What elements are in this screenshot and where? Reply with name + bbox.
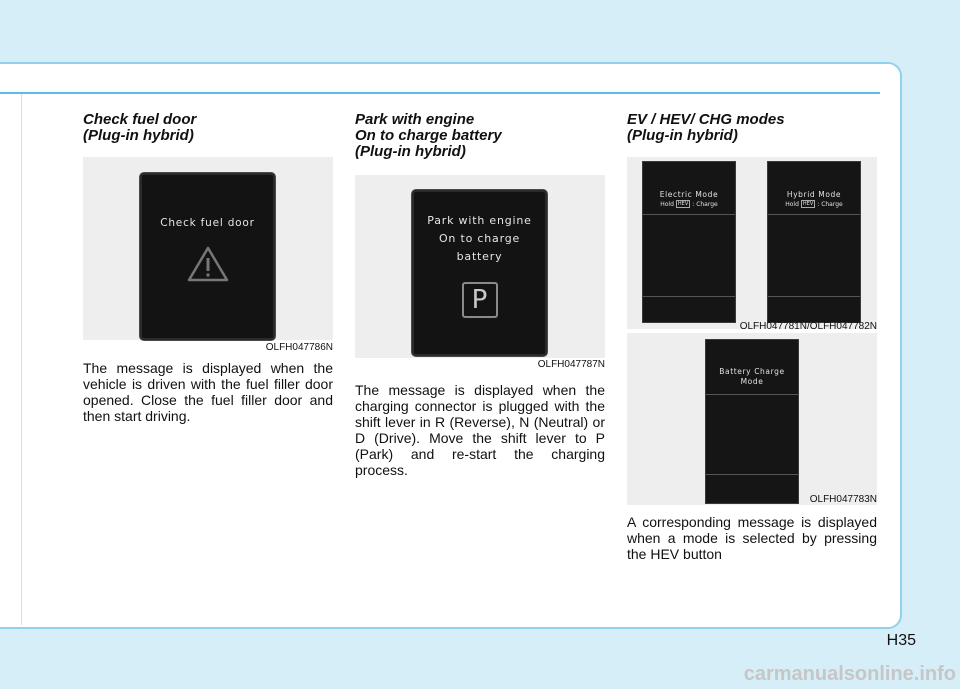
body-text-park-with-engine: The message is displayed when the charging connector is plugged with the shift lever in R (Reverse), N (Neutral) or D (Drive). Move the shift lever to P (Park) and re-start the charging process. bbox=[355, 382, 605, 478]
body-text-ev-hev-chg-modes: A corresponding message is displayed when a mode is selected by pressing the HEV button bbox=[627, 514, 877, 562]
figure-code: OLFH047786N bbox=[265, 342, 333, 353]
park-p-icon: P bbox=[462, 282, 498, 318]
hybrid-mode-screen bbox=[767, 161, 861, 323]
figure-code: OLFH047787N bbox=[537, 359, 605, 370]
figure-code: OLFH047781N/OLFH047782N bbox=[739, 321, 877, 332]
screen-line-1: Park with engine bbox=[427, 214, 532, 227]
figure-battery-charge-mode bbox=[627, 333, 877, 505]
watermark: carmanualsonline.info bbox=[743, 663, 956, 685]
figure-park-with-engine bbox=[355, 175, 605, 358]
figure-code: OLFH047783N bbox=[809, 494, 877, 505]
divider-line bbox=[643, 296, 735, 297]
divider-line bbox=[706, 474, 798, 475]
hev-tag: HEV bbox=[802, 201, 814, 207]
page-number: H35 bbox=[886, 632, 916, 649]
screen-message: Check fuel door bbox=[160, 217, 255, 229]
hev-tag: HEV bbox=[677, 201, 689, 207]
cluster-screen bbox=[139, 172, 276, 341]
mode-subtitle: Hold HEV : Charge bbox=[660, 200, 718, 208]
divider-line bbox=[768, 214, 860, 215]
electric-mode-screen bbox=[642, 161, 736, 323]
battery-charge-mode-screen bbox=[705, 339, 799, 504]
cluster-screen bbox=[411, 189, 548, 357]
heading-park-with-engine: Park with engine On to charge battery (Plug-in hybrid) bbox=[355, 111, 502, 160]
divider-line bbox=[768, 296, 860, 297]
heading-ev-hev-chg-modes: EV / HEV/ CHG modes (Plug-in hybrid) bbox=[627, 111, 785, 144]
top-rule bbox=[0, 92, 880, 94]
warning-triangle-icon bbox=[186, 245, 230, 283]
figure-mode-screens bbox=[627, 157, 877, 329]
divider-line bbox=[706, 394, 798, 395]
mode-title-line-1: Battery Charge bbox=[719, 367, 785, 376]
mode-title: Hybrid Mode bbox=[786, 190, 842, 199]
mode-title: Electric Mode bbox=[659, 190, 719, 199]
mode-title-line-2: Mode bbox=[740, 377, 764, 386]
figure-check-fuel-door bbox=[83, 157, 333, 340]
mode-subtitle: Hold HEV : Charge bbox=[785, 200, 843, 208]
heading-check-fuel-door: Check fuel door (Plug-in hybrid) bbox=[83, 111, 197, 144]
screen-line-3: battery bbox=[456, 250, 503, 263]
body-text-check-fuel-door: The message is displayed when the vehicle is driven with the fuel filler door opened. Close the fuel filler door and then start driving. bbox=[83, 360, 333, 424]
divider-line bbox=[643, 214, 735, 215]
left-rule bbox=[21, 94, 22, 625]
screen-line-2: On to charge bbox=[438, 232, 521, 245]
